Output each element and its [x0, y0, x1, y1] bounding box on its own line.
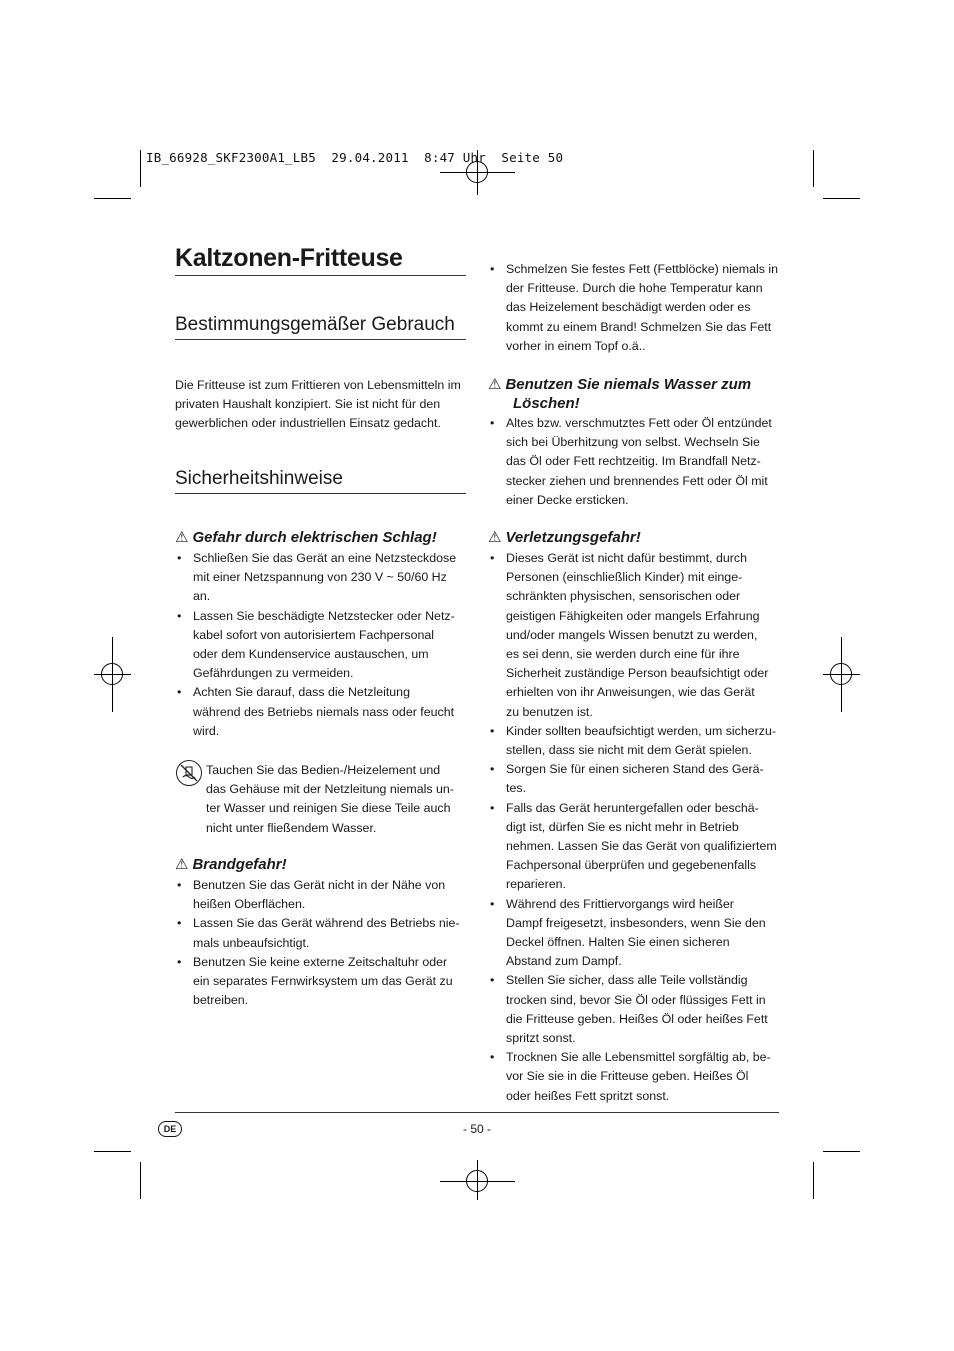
heading-safety: Sicherheitshinweise	[175, 469, 466, 494]
heading-no-water	[488, 375, 788, 413]
print-slug: IB_66928_SKF2300A1_LB5 29.04.2011 8:47 Uhr Seite 50	[146, 150, 564, 165]
injury-list	[488, 549, 788, 1106]
list-item: • Kinder sollten beaufsichtigt werden, um sicherzu- stellen, dass sie nicht mit dem Gerät spielen.	[488, 722, 788, 760]
text-line: Die Fritteuse ist zum Frittieren von Lebensmitteln im	[175, 378, 461, 392]
list-item: • Lassen Sie das Gerät während des Betriebs nie- mals unbeaufsichtigt.	[175, 914, 475, 952]
heading-text: Gefahr durch elektrischen Schlag!	[192, 529, 437, 546]
no-immersion-note: Tauchen Sie das Bedien-/Heizelement und das Gehäuse mit der Netzleitung niemals un- ter Wasser und reinigen Sie diese Teile auch nicht unter fließendem Wasser.	[206, 763, 454, 835]
list-item: • Schließen Sie das Gerät an eine Netzsteckdose mit einer Netzspannung von 230 V ~ 50/60 Hz an.	[175, 549, 475, 607]
text-line: privaten Haushalt konzipiert. Sie ist nicht für den	[175, 397, 441, 412]
page-title: Kaltzonen-Fritteuse	[175, 244, 466, 276]
warning-icon: ⚠	[488, 529, 502, 546]
list-item: • Sorgen Sie für einen sicheren Stand des Gerä- tes.	[488, 760, 788, 798]
list-item: • Stellen Sie sicher, dass alle Teile vollständig trocken sind, bevor Sie Öl oder flüssiges Fett in die Fritteuse geben. Heißes Öl oder heißes Fett spritzt sonst.	[488, 971, 788, 1048]
water-list	[488, 414, 788, 510]
list-item: • Achten Sie darauf, dass die Netzleitung während des Betriebs niemals nass oder feucht wird.	[175, 683, 475, 741]
fat-melting-list	[488, 260, 788, 356]
warning-icon: ⚠	[175, 529, 189, 546]
intended-use-text	[175, 376, 461, 434]
list-item: • Schmelzen Sie festes Fett (Fettblöcke) niemals in der Fritteuse. Durch die hohe Temperatur kann das Heizelement beschädigt werden oder es kommt zu einem Brand! Schmelzen Sie das Fett vorher in einem Topf o.ä..	[488, 260, 788, 356]
footer-rule	[175, 1112, 779, 1113]
fire-list	[175, 876, 475, 1010]
heading-injury-hazard	[488, 528, 641, 547]
electric-list	[175, 549, 475, 741]
list-item: • Benutzen Sie das Gerät nicht in der Nähe von heißen Oberflächen.	[175, 876, 475, 914]
list-item: • Falls das Gerät heruntergefallen oder beschä- digt ist, dürfen Sie es nicht mehr in Betrieb nehmen. Lassen Sie das Gerät von qualifiziertem Fachpersonal überprüfen und gegebenenfalls reparieren.	[488, 799, 788, 895]
no-immersion-icon	[176, 760, 202, 786]
heading-text: Benutzen Sie niemals Wasser zum	[505, 376, 752, 393]
list-item: • Benutzen Sie keine externe Zeitschaltuhr oder ein separates Fernwirksystem um das Gerät zu betreiben.	[175, 953, 475, 1011]
heading-text: Brandgefahr!	[192, 856, 287, 873]
warning-icon: ⚠	[488, 376, 502, 393]
list-item: • Trocknen Sie alle Lebensmittel sorgfältig ab, be- vor Sie sie in die Fritteuse geben. Heißes Öl oder heißes Fett spritzt sonst.	[488, 1048, 788, 1106]
language-badge: DE	[158, 1121, 182, 1137]
list-item: • Während des Frittiervorgangs wird heißer Dampf freigesetzt, insbesonders, wenn Sie den Deckel öffnen. Halten Sie einen sicheren Abstand zum Dampf.	[488, 895, 788, 972]
text-line: gewerblichen oder industriellen Einsatz gedacht.	[175, 416, 441, 431]
heading-electric-shock	[175, 528, 437, 547]
heading-text: Löschen!	[513, 395, 580, 412]
heading-intended-use: Bestimmungsgemäßer Gebrauch	[175, 315, 466, 340]
list-item: • Lassen Sie beschädigte Netzstecker oder Netz- kabel sofort von autorisiertem Fachpersonal oder dem Kundenservice austauschen, um Gefährdungen zu vermeiden.	[175, 607, 475, 684]
heading-fire-hazard	[175, 855, 287, 874]
list-item: • Altes bzw. verschmutztes Fett oder Öl entzündet sich bei Überhitzung von selbst. Wechseln Sie das Öl oder Fett rechtzeitig. Im Brandfall Netz- stecker ziehen und brennendes Fett oder Öl mit einer Decke ersticken.	[488, 414, 788, 510]
list-item: • Dieses Gerät ist nicht dafür bestimmt, durch Personen (einschließlich Kinder) mit einge- schränkten physischen, sensorischen oder geistigen Fähigkeiten oder mangels Erfahrung und/oder mangels Wissen benutzt zu werden, es sei denn, sie werden durch eine für ihre Sicherheit zuständige Person beaufsichtigt oder erhielten von ihr Anweisungen, wie das Gerät zu benutzen ist.	[488, 549, 788, 722]
page-number: - 50 -	[462, 1122, 491, 1136]
heading-text: Verletzungsgefahr!	[505, 529, 641, 546]
warning-icon: ⚠	[175, 856, 189, 873]
